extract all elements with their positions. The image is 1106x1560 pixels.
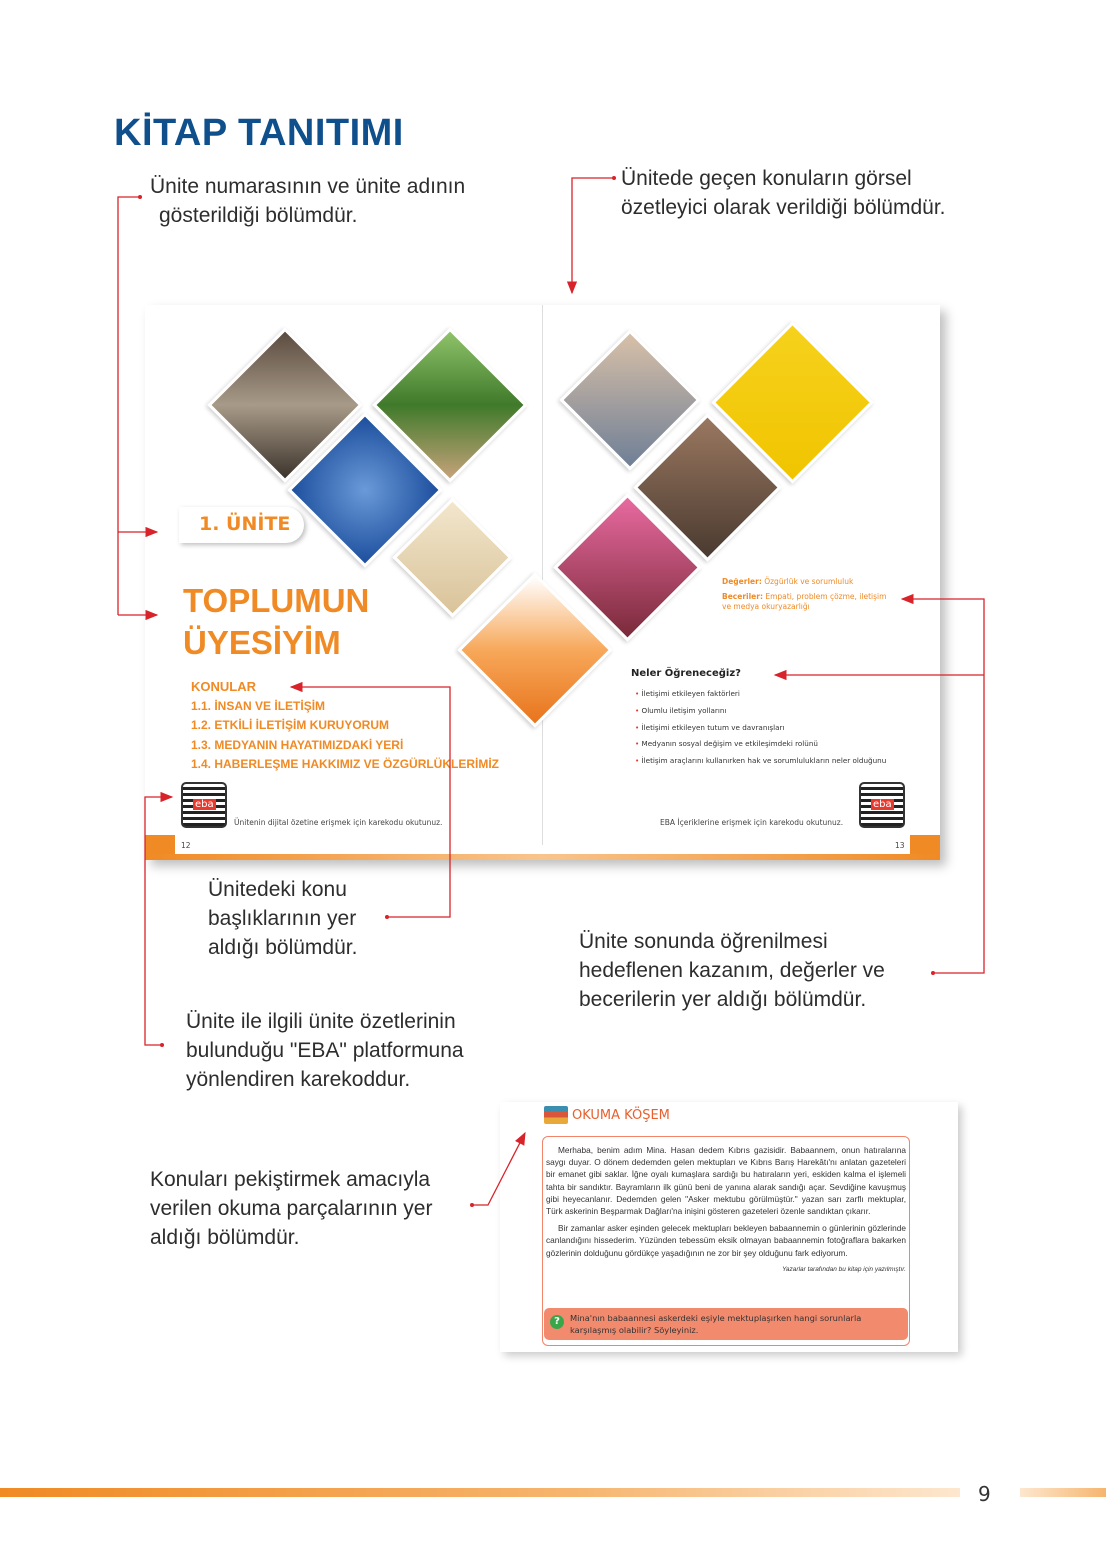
- reading-paragraph: Bir zamanlar asker eşinden gelecek mektupları bekleyen babaannemin o günlerinin gözlerinde canlandığını hissederim. Yüzünden tebessüm eksik olmayan babaannemin fotoğraflara bakarken gözlerinin dolduğunu gördükçe yaşadığının ne zor bir şey olduğunu fark ediyorum.: [546, 1223, 906, 1258]
- callout-line: Ünite ile ilgili ünite özetlerinin: [186, 1010, 456, 1033]
- left-qr-caption: Ünitenin dijital özetine erişmek için karekodu okutunuz.: [234, 818, 443, 827]
- callout-line: Ünite sonunda öğrenilmesi: [579, 930, 828, 953]
- topic-item: 1.2. ETKİLİ İLETİŞİM KURUYORUM: [191, 718, 390, 732]
- footer-stripe: [0, 1488, 960, 1497]
- unit-title-line: ÜYESİYİM: [183, 624, 341, 661]
- footer-stripe: [1020, 1488, 1106, 1497]
- right-page-number: 13: [895, 841, 905, 850]
- values-text: Özgürlük ve sorumluluk: [764, 577, 854, 586]
- callout-line: yönlendiren karekoddur.: [186, 1068, 411, 1091]
- skills-text: Empati, problem çözme, iletişim ve medya okuryazarlığı: [722, 592, 887, 611]
- question-icon: ?: [550, 1315, 564, 1329]
- unit-title-line: TOPLUMUN: [183, 582, 370, 619]
- right-qr-caption: EBA İçeriklerine erişmek için karekodu okutunuz.: [660, 818, 844, 827]
- values-label: Değerler:: [722, 577, 762, 586]
- question-text: Mina'nın babaannesi askerdeki eşiyle mektuplaşırken hangi sorunlarla karşılaşmış olabilir? Söyleyiniz.: [570, 1313, 862, 1335]
- skills-label: Beceriler:: [722, 592, 763, 601]
- callout-line: Ünitede geçen konuların görsel: [621, 167, 912, 190]
- callout-line: verilen okuma parçalarının yer: [150, 1197, 433, 1220]
- topic-item: 1.4. HABERLEŞME HAKKIMIZ VE ÖZGÜRLÜKLERİMİZ: [191, 757, 500, 771]
- callout-line: hedeflenen kazanım, değerler ve: [579, 959, 885, 982]
- callout-line: aldığı bölümdür.: [150, 1226, 300, 1249]
- callout-line: aldığı bölümdür.: [208, 936, 358, 959]
- callout-line: Konuları pekiştirmek amacıyla: [150, 1168, 431, 1191]
- page-number: 9: [978, 1482, 991, 1506]
- callout-line: özetleyici olarak verildiği bölümdür.: [621, 196, 946, 219]
- learn-item: • İletişimi etkileyen tutum ve davranışları: [635, 722, 785, 732]
- reading-credit: Yazarlar tarafından bu kitap için yazılmıştır.: [782, 1265, 906, 1273]
- topic-item: 1.1. İNSAN VE İLETİŞİM: [191, 698, 326, 713]
- topic-item: 1.3. MEDYANIN HAYATIMIZDAKİ YERİ: [191, 737, 404, 752]
- unit-tab: 1. ÜNİTE: [179, 507, 304, 543]
- callout-line: bulunduğu "EBA" platformuna: [186, 1039, 464, 1062]
- learn-item: • Olumlu iletişim yollarını: [635, 705, 727, 715]
- learn-item: • İletişim araçlarını kullanırken hak ve sorumlulukların neler olduğunu: [635, 756, 887, 766]
- reading-heading: OKUMA KÖŞEM: [572, 1108, 670, 1123]
- callout-line: gösterildiği bölümdür.: [159, 204, 358, 227]
- learn-item: • Medyanın sosyal değişim ve etkileşimdeki rolünü: [635, 739, 818, 749]
- learn-heading: Neler Öğreneceğiz?: [631, 668, 741, 679]
- callout-line: Ünitedeki konu: [208, 878, 347, 901]
- callout-line: Ünite numarasının ve ünite adının: [150, 175, 466, 198]
- left-page-number: 12: [181, 841, 191, 850]
- topics-heading: KONULAR: [191, 679, 256, 694]
- callout-line: becerilerin yer aldığı bölümdür.: [579, 988, 867, 1011]
- learn-item: • İletişimi etkileyen faktörleri: [635, 689, 740, 698]
- page-title: KİTAP TANITIMI: [114, 112, 404, 154]
- callout-line: başlıklarının yer: [208, 907, 357, 930]
- reading-paragraph: Merhaba, benim adım Mina. Hasan dedem Kıbrıs gazisidir. Babaannem, onun hatıralarına saygı duyar. O dönem dedemden gelen mektupları ve Kıbrıs Barış Harekâtı'nı anlatan gazeteleri bir emanet gibi saklar. İğne oyalı kumaşlara sardığı bu hatıraların yeri, eskiden kalma el işlemeli tahta bir sandıktır. Bayramların ilk günü beni de yanına alarak sandığı açar. Sevdiğine kavuşmuş gibi heyecanlanır. Dedemden gelen "Asker mektubu görülmüştür." yazan sarı zarflı mektuplar, Türk askerinin Beşparmak Dağları'na inişini gösteren gazeteleri özenle sandıktan çıkarır.: [546, 1145, 906, 1217]
